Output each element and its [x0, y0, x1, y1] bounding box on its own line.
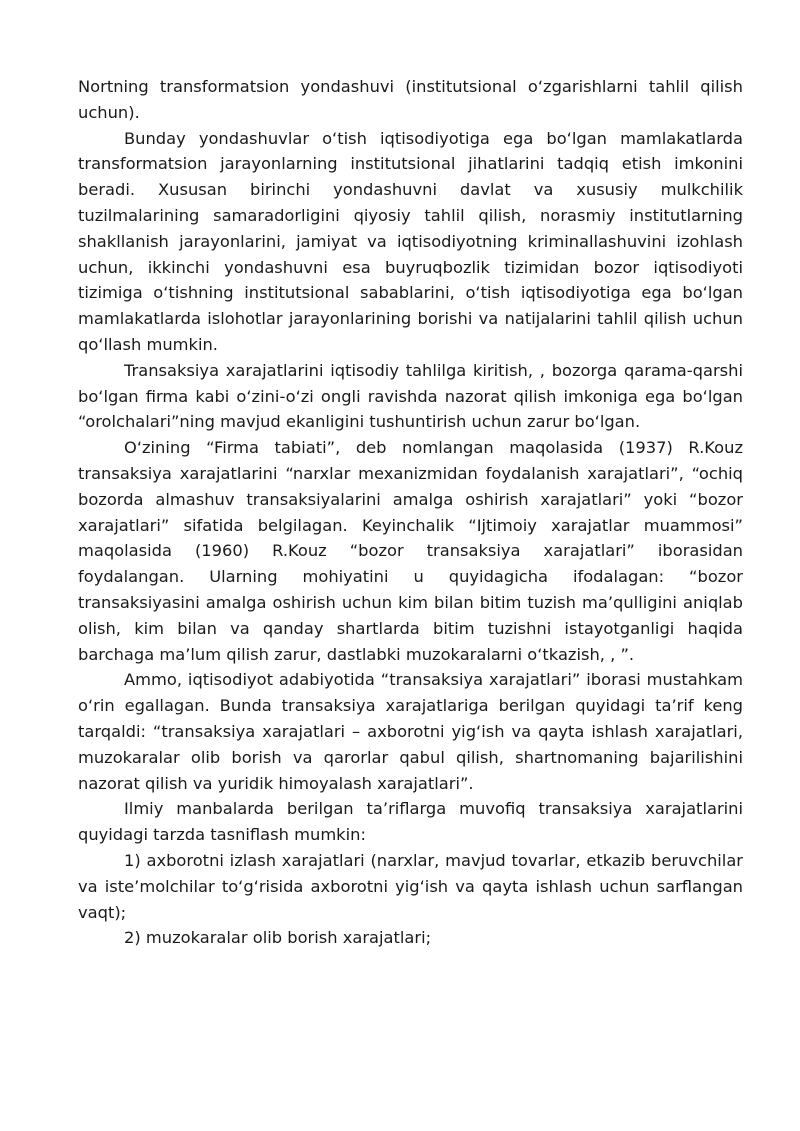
paragraph-classification-intro: Ilmiy manbalarda berilgan ta’riflarga muvofiq transaksiya xarajatlarini quyidagi tarzda tasniflash mumkin: [78, 799, 743, 845]
list-item-negotiation-costs: 2) muzokaralar olib borish xarajatlari; [124, 928, 432, 948]
paragraph-north-approach: Nortning transformatsion yondashuvi (institutsional o‘zgarishlarni tahlil qilish uchun). [78, 77, 743, 122]
document-page [78, 74, 743, 951]
paragraph-coase-definition: O‘zining “Firma tabiati”, deb nomlangan maqolasida (1937) R.Kouz transaksiya xarajatlarini “narxlar mexanizmidan foydalanish xarajatlari”, “ochiq bozorda almashuv transaksiyalarini amalga oshirish xarajatlari” yoki “bozor xarajatlari” sifatida belgilagan. Keyinchalik “Ijtimoiy xarajatlar muammosi” maqolasida (1960) R.Kouz “bozor transaksiya xarajatlari” iborasidan foydalangan. Ularning mohiyatini u quyidagicha ifodalagan: “bozor transaksiyasini amalga oshirish uchun kim bilan bitim tuzish ma’qulligini aniqlab olish, kim bilan va qanday shartlarda bitim tuzishni istayotganligi haqida barchaga ma’lum qilish zarur, dastlabki muzokaralarni o‘tkazish, , ”. [78, 438, 743, 664]
paragraph-approaches-usage: Bunday yondashuvlar o‘tish iqtisodiyotiga ega bo‘lgan mamlakatlarda transformatsion jarayonlarning institutsional jihatlarini tadqiq etish imkonini beradi. Xususan birinchi yondashuvni davlat va xususiy mulkchilik tuzilmalarining samaradorligini qiyosiy tahlil qilish, norasmiy institutlarning shakllanish jarayonlarini, jamiyat va iqtisodiyotning kriminallashuvini izohlash uchun, ikkinchi yondashuvni esa buyruqbozlik tizimidan bozor iqtisodiyoti tizimiga o‘tishning institutsional sabablarini, o‘tish iqtisodiyotiga ega bo‘lgan mamlakatlarda islohotlar jarayonlarining borishi va natijalarini tahlil qilish uchun qo‘llash mumkin. [78, 128, 743, 354]
list-item-information-search-costs: 1) axborotni izlash xarajatlari (narxlar, mavjud tovarlar, etkazib beruvchilar va iste’molchilar to‘g‘risida axborotni yig‘ish va qayta ishlash uchun sarflangan vaqt); [78, 850, 743, 922]
paragraph-transaction-costs-intro: Transaksiya xarajatlarini iqtisodiy tahlilga kiritish, , bozorga qarama-qarshi bo‘lgan firma kabi o‘zini-o‘zi ongli ravishda nazorat qilish imkoniga ega bo‘lgan “orolchalari”ning mavjud ekanligini tushuntirish uchun zarur bo‘lgan. [78, 360, 743, 432]
paragraph-literature-definition: Ammo, iqtisodiyot adabiyotida “transaksiya xarajatlari” iborasi mustahkam o‘rin egallagan. Bunda transaksiya xarajatlariga berilgan quyidagi ta’rif keng tarqaldi: “transaksiya xarajatlari – axborotni yig‘ish va qayta ishlash xarajatlari, muzokaralar olib borish va qarorlar qabul qilish, shartnomaning bajarilishini nazorat qilish va yuridik himoyalash xarajatlari”. [78, 670, 743, 793]
